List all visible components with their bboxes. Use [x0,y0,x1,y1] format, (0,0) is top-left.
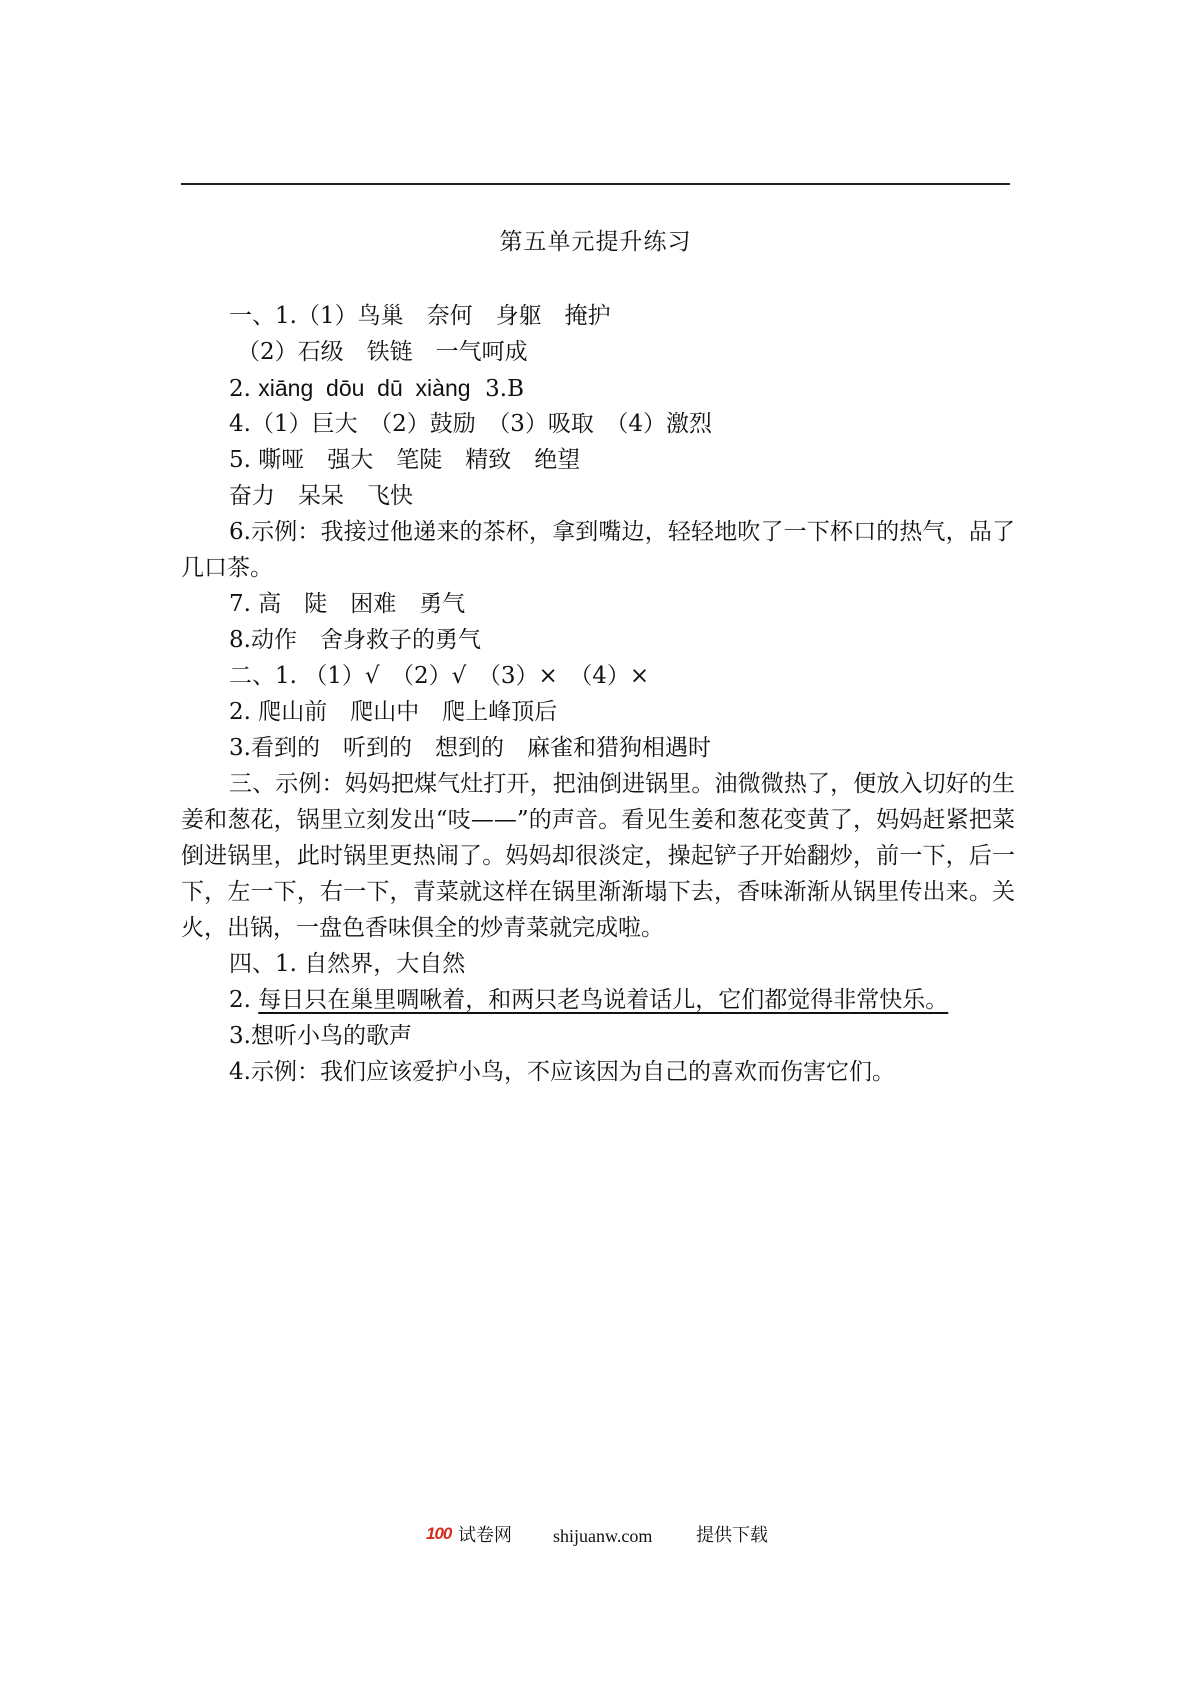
answer-line: 5. 嘶哑 强大 笔陡 精致 绝望 [229,447,581,473]
answer-line: 2. 爬山前 爬山中 爬上峰顶后 [229,699,558,725]
answer-paragraph: 6.示例：我接过他递来的茶杯，拿到嘴边，轻轻地吹了一下杯口的热气，品了几口茶。 [181,519,1015,581]
answer-line: 4.（1）巨大 （2）鼓励 （3）吸取 （4）激烈 [229,411,712,437]
answer-line: 二、1. （1）√ （2）√ （3）× （4）× [229,663,650,689]
answer-line: 四、1. 自然界，大自然 [229,951,466,977]
answer-line-underlined [181,982,1015,1018]
answer-number: 2. [229,376,259,402]
answer-line: 8.动作 舍身救子的勇气 [229,627,481,653]
answer-line: 奋力 呆呆 飞快 [229,483,413,509]
page-title: 第五单元提升练习 [499,229,692,255]
answer-line: 4.示例：我们应该爱护小鸟，不应该因为自己的喜欢而伤害它们。 [229,1059,895,1085]
pinyin-answer: xiāng dōu dū xiàng [258,375,471,401]
answer-line: （2）石级 铁链 一气呵成 [237,339,528,365]
answer-number: 2. [229,987,259,1013]
answer-line: 7. 高 陡 困难 勇气 [229,591,466,617]
logo-icon: 100 [426,1524,452,1543]
answer-line: 3.看到的 听到的 想到的 麻雀和猎狗相遇时 [229,735,711,761]
underlined-answer: 每日只在巢里啁啾着，和两只老鸟说着话儿，它们都觉得非常快乐。 [258,987,949,1013]
answer-suffix: 3.B [470,376,525,402]
answer-paragraph: 三、示例：妈妈把煤气灶打开，把油倒进锅里。油微微热了，便放入切好的生姜和葱花，锅里立刻发出“吱——”的声音。看见生姜和葱花变黄了，妈妈赶紧把菜倒进锅里，此时锅里更热闹了。妈妈却很淡定，操起铲子开始翻炒，前一下，后一下，左一下，右一下，青菜就这样在锅里渐渐塌下去，香味渐渐从锅里传出来。关火，出锅，一盘色香味俱全的炒青菜就完成啦。 [181,771,1015,941]
footer-url: shijuanw.com [553,1526,653,1546]
answer-line: 一、1.（1）鸟巢 奈何 身躯 掩护 [229,303,611,329]
footer-note: 提供下载 [696,1525,768,1546]
answer-line: 3.想听小鸟的歌声 [229,1023,412,1049]
header-rule [181,183,1010,185]
page-footer [0,1524,1191,1554]
footer-brand: 试卷网 [458,1525,512,1546]
answer-content [181,298,1015,1090]
answer-line-pinyin [181,370,1015,406]
